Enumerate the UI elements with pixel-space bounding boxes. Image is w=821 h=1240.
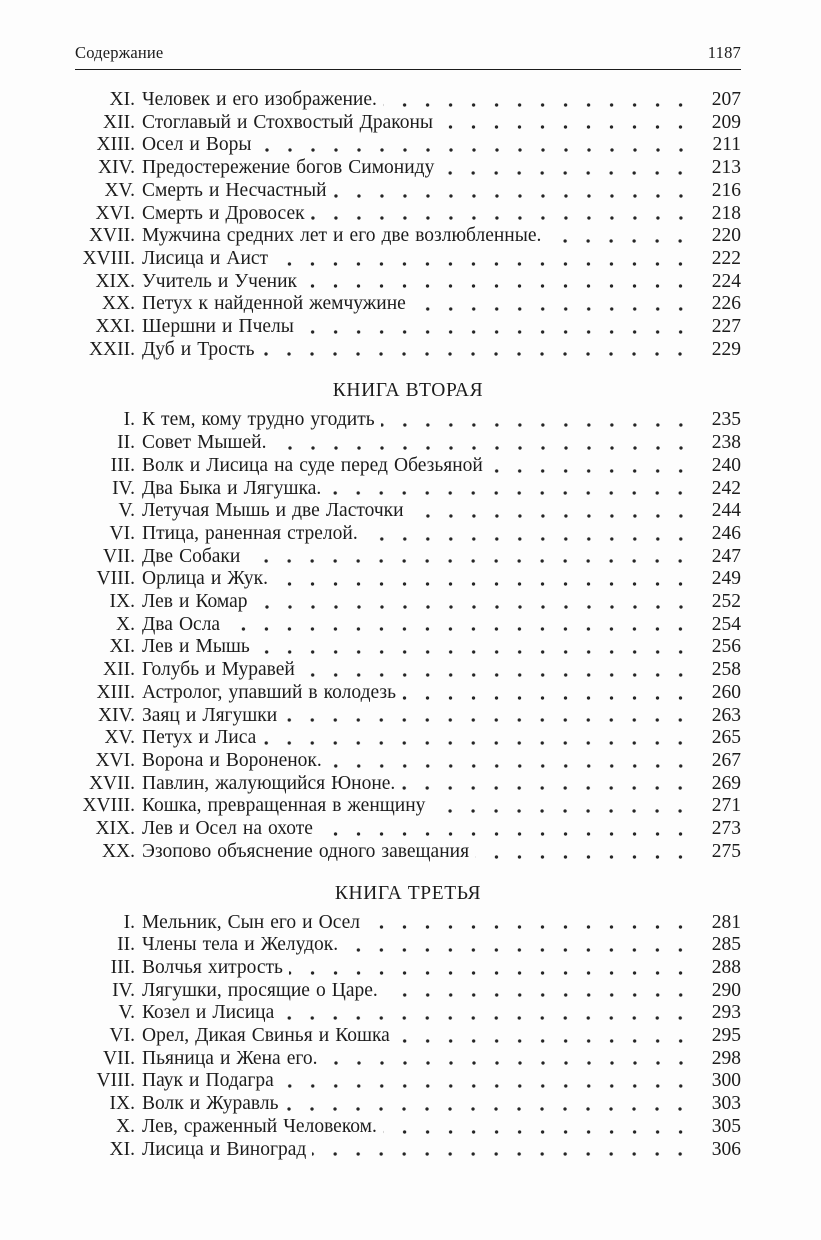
entry-title: Учитель и Ученик xyxy=(142,270,297,292)
entry-page-number: 211 xyxy=(712,134,741,156)
entry-numeral: IX. xyxy=(109,591,135,613)
entry-numeral: I. xyxy=(123,911,135,933)
entry-page-number: 285 xyxy=(711,934,741,956)
toc-entry xyxy=(75,339,741,362)
entry-page-number: 229 xyxy=(711,338,741,360)
entry-page-number: 271 xyxy=(711,795,741,817)
toc-list xyxy=(75,89,741,1161)
entry-numeral: VII. xyxy=(103,1047,135,1069)
toc-entry xyxy=(75,659,741,682)
entry-numeral: IX. xyxy=(109,1093,135,1115)
folio-page-number: 1187 xyxy=(707,43,741,62)
toc-entry xyxy=(75,818,741,841)
entry-numeral: VII. xyxy=(103,545,135,567)
entry-title: Астролог, упавший в колодезь xyxy=(142,681,396,703)
entry-page-number: 207 xyxy=(711,89,741,110)
dot-leader xyxy=(274,568,692,591)
dot-leader xyxy=(364,523,692,546)
entry-numeral: XXII. xyxy=(88,338,135,360)
dot-leader xyxy=(383,1116,692,1139)
entry-title: Мужчина средних лет и его две возлюбленные. xyxy=(142,225,542,247)
entry-title: Мельник, Сын его и Осел xyxy=(142,911,361,933)
entry-numeral: XII. xyxy=(103,111,135,133)
dot-leader xyxy=(280,1070,692,1093)
dot-leader xyxy=(246,546,692,569)
dot-leader xyxy=(254,591,692,614)
toc-entry xyxy=(75,934,741,957)
toc-entry xyxy=(75,271,741,294)
dot-leader xyxy=(547,225,692,248)
toc-entry xyxy=(75,500,741,523)
entry-title: Птица, раненная стрелой. xyxy=(142,522,358,544)
dot-leader xyxy=(319,818,692,841)
entry-page-number: 235 xyxy=(711,409,741,431)
entry-numeral: XVI. xyxy=(95,202,135,224)
entry-title: Орлица и Жук. xyxy=(142,568,268,590)
toc-entry xyxy=(75,1093,741,1116)
toc-entry xyxy=(75,841,741,864)
toc-entry xyxy=(75,1139,741,1162)
entry-numeral: XXI. xyxy=(95,316,135,338)
entry-title: Стоглавый и Стохвостый Драконы xyxy=(142,111,434,133)
entry-numeral: XIX. xyxy=(95,818,135,840)
entry-numeral: XII. xyxy=(103,659,135,681)
toc-entry xyxy=(75,180,741,203)
entry-page-number: 269 xyxy=(711,772,741,794)
entry-title: Члены тела и Желудок. xyxy=(142,934,339,956)
toc-entry xyxy=(75,1048,741,1071)
entry-page-number: 303 xyxy=(711,1093,741,1115)
entry-page-number: 216 xyxy=(711,179,741,201)
dot-leader xyxy=(226,614,692,637)
entry-title: Лев и Мышь xyxy=(142,636,250,658)
entry-page-number: 260 xyxy=(711,681,741,703)
dot-leader xyxy=(280,1002,692,1025)
entry-title: Предостережение богов Симониду xyxy=(142,157,435,179)
entry-numeral: XIV. xyxy=(97,704,135,726)
toc-entry xyxy=(75,912,741,935)
entry-title: Смерть и Дровосек xyxy=(142,202,305,224)
entry-title: Шершни и Пчелы xyxy=(142,316,294,338)
running-header xyxy=(75,44,741,62)
entry-page-number: 273 xyxy=(711,818,741,840)
dot-leader xyxy=(258,134,693,157)
entry-numeral: I. xyxy=(123,409,135,431)
entry-page-number: 305 xyxy=(711,1115,741,1137)
entry-page-number: 306 xyxy=(711,1138,741,1160)
dot-leader xyxy=(262,727,692,750)
entry-numeral: XVI. xyxy=(95,749,135,771)
entry-numeral: XV. xyxy=(104,727,135,749)
entry-title: Два Быка и Лягушка. xyxy=(142,477,322,499)
entry-numeral: II. xyxy=(117,934,135,956)
dot-leader xyxy=(284,1093,692,1116)
toc-entry xyxy=(75,293,741,316)
entry-page-number: 288 xyxy=(711,956,741,978)
dot-leader xyxy=(366,912,692,935)
toc-entry xyxy=(75,636,741,659)
dot-leader xyxy=(301,659,692,682)
dot-leader xyxy=(384,980,692,1003)
entry-numeral: XX. xyxy=(101,293,135,315)
entry-title: Козел и Лисица xyxy=(142,1002,275,1024)
toc-entry xyxy=(75,795,741,818)
entry-page-number: 224 xyxy=(711,270,741,292)
toc-entry xyxy=(75,157,741,180)
dot-leader xyxy=(344,934,692,957)
toc-entry xyxy=(75,316,741,339)
dot-leader xyxy=(324,1048,693,1071)
dot-leader xyxy=(256,636,692,659)
toc-entry xyxy=(75,409,741,432)
entry-page-number: 220 xyxy=(711,225,741,247)
entry-title: Смерть и Несчастный xyxy=(142,179,327,201)
toc-entry xyxy=(75,112,741,135)
entry-title: Лев и Комар xyxy=(142,591,248,613)
entry-page-number: 258 xyxy=(711,659,741,681)
entry-page-number: 240 xyxy=(711,454,741,476)
toc-entry xyxy=(75,432,741,455)
entry-numeral: VIII. xyxy=(96,1070,135,1092)
entry-page-number: 298 xyxy=(711,1047,741,1069)
entry-page-number: 293 xyxy=(711,1002,741,1024)
entry-title: Волк и Журавль xyxy=(142,1093,279,1115)
entry-title: Орел, Дикая Свинья и Кошка xyxy=(142,1025,390,1047)
entry-numeral: III. xyxy=(110,454,135,476)
dot-leader xyxy=(283,705,692,728)
toc-entry xyxy=(75,546,741,569)
dot-leader xyxy=(440,157,692,180)
dot-leader xyxy=(489,455,692,478)
dot-leader xyxy=(396,1025,692,1048)
toc-entry xyxy=(75,1025,741,1048)
entry-numeral: XI. xyxy=(109,1138,135,1160)
entry-numeral: III. xyxy=(110,956,135,978)
entry-numeral: XV. xyxy=(104,179,135,201)
entry-title: Лягушки, просящие о Царе. xyxy=(142,979,378,1001)
entry-numeral: IV. xyxy=(112,979,135,1001)
dot-leader xyxy=(300,316,692,339)
dot-leader xyxy=(274,248,692,271)
toc-entry xyxy=(75,682,741,705)
entry-numeral: XIII. xyxy=(96,681,135,703)
toc-entry xyxy=(75,478,741,501)
entry-page-number: 263 xyxy=(711,704,741,726)
entry-page-number: 267 xyxy=(711,749,741,771)
entry-numeral: XI. xyxy=(109,636,135,658)
dot-leader xyxy=(312,1139,692,1162)
entry-title: Ворона и Вороненок. xyxy=(142,749,322,771)
dot-leader xyxy=(333,180,692,203)
entry-title: Пьяница и Жена его. xyxy=(142,1047,318,1069)
entry-numeral: V. xyxy=(118,1002,135,1024)
toc-entry xyxy=(75,134,741,157)
toc-entry xyxy=(75,1002,741,1025)
toc-entry xyxy=(75,773,741,796)
entry-numeral: XIII. xyxy=(96,134,135,156)
entry-numeral: XVIII. xyxy=(82,247,135,269)
toc-entry xyxy=(75,727,741,750)
entry-numeral: XVII. xyxy=(88,772,135,794)
entry-page-number: 275 xyxy=(711,840,741,862)
toc-entry xyxy=(75,705,741,728)
entry-title: Дуб и Трость xyxy=(142,338,255,360)
entry-numeral: VI. xyxy=(109,522,135,544)
entry-page-number: 218 xyxy=(711,202,741,224)
entry-page-number: 242 xyxy=(711,477,741,499)
entry-page-number: 247 xyxy=(711,545,741,567)
entry-numeral: XX. xyxy=(101,840,135,862)
entry-title: Лев и Осел на охоте xyxy=(142,818,313,840)
dot-leader xyxy=(431,795,692,818)
entry-page-number: 290 xyxy=(711,979,741,1001)
entry-numeral: XVII. xyxy=(88,225,135,247)
entry-title: Человек и его изображение. xyxy=(142,89,377,110)
entry-page-number: 254 xyxy=(711,613,741,635)
entry-numeral: XI. xyxy=(109,89,135,110)
entry-page-number: 213 xyxy=(711,157,741,179)
toc-entry xyxy=(75,957,741,980)
dot-leader xyxy=(303,271,692,294)
entry-page-number: 244 xyxy=(711,500,741,522)
book-heading: КНИГА ТРЕТЬЯ xyxy=(334,882,482,904)
entry-title: Два Осла xyxy=(142,613,221,635)
entry-title: Лев, сраженный Человеком. xyxy=(142,1115,377,1137)
dot-leader xyxy=(402,682,692,705)
entry-numeral: VIII. xyxy=(96,568,135,590)
entry-title: Эзопово объяснение одного завещания xyxy=(142,840,470,862)
entry-title: Волк и Лисица на суде перед Обезьяной xyxy=(142,454,483,476)
entry-title: Заяц и Лягушки xyxy=(142,704,278,726)
toc-entry xyxy=(75,750,741,773)
entry-numeral: VI. xyxy=(109,1025,135,1047)
entry-title: Паук и Подагра xyxy=(142,1070,274,1092)
entry-title: Кошка, превращенная в женщину xyxy=(142,795,426,817)
entry-title: Совет Мышей. xyxy=(142,432,267,454)
dot-leader xyxy=(327,478,692,501)
entry-title: Лисица и Аист xyxy=(142,247,269,269)
dot-leader xyxy=(273,432,693,455)
entry-page-number: 227 xyxy=(711,316,741,338)
toc-entry xyxy=(75,568,741,591)
entry-page-number: 238 xyxy=(711,432,741,454)
header-rule xyxy=(75,69,741,70)
toc-entry xyxy=(75,591,741,614)
toc-entry xyxy=(75,1116,741,1139)
entry-page-number: 300 xyxy=(711,1070,741,1092)
entry-title: Лисица и Виноград xyxy=(142,1138,307,1160)
toc-entry xyxy=(75,980,741,1003)
dot-leader xyxy=(412,293,692,316)
toc-entry xyxy=(75,1070,741,1093)
entry-title: Петух и Лиса xyxy=(142,727,257,749)
dot-leader xyxy=(475,841,692,864)
toc-entry xyxy=(75,89,741,112)
entry-numeral: IV. xyxy=(112,477,135,499)
toc-entry xyxy=(75,614,741,637)
dot-leader xyxy=(383,89,692,112)
entry-page-number: 256 xyxy=(711,636,741,658)
entry-numeral: X. xyxy=(116,1115,135,1137)
entry-title: Волчья хитрость xyxy=(142,956,283,978)
entry-title: Голубь и Муравей xyxy=(142,659,295,681)
dot-leader xyxy=(401,773,692,796)
entry-title: Осел и Воры xyxy=(142,134,252,156)
entry-page-number: 226 xyxy=(711,293,741,315)
entry-page-number: 222 xyxy=(711,247,741,269)
entry-title: Летучая Мышь и две Ласточки xyxy=(142,500,404,522)
dot-leader xyxy=(328,750,692,773)
entry-numeral: XIX. xyxy=(95,270,135,292)
entry-numeral: II. xyxy=(117,432,135,454)
toc-entry xyxy=(75,225,741,248)
entry-page-number: 265 xyxy=(711,727,741,749)
entry-page-number: 209 xyxy=(711,111,741,133)
entry-numeral: V. xyxy=(118,500,135,522)
entry-title: Петух к найденной жемчужине xyxy=(142,293,406,315)
toc-entry xyxy=(75,203,741,226)
entry-numeral: X. xyxy=(116,613,135,635)
dot-leader xyxy=(381,409,692,432)
entry-numeral: XVIII. xyxy=(82,795,135,817)
entry-title: Павлин, жалующийся Юноне. xyxy=(142,772,396,794)
dot-leader xyxy=(289,957,692,980)
dot-leader xyxy=(439,112,692,135)
entry-page-number: 295 xyxy=(711,1025,741,1047)
dot-leader xyxy=(311,203,692,226)
toc-entry xyxy=(75,455,741,478)
entry-title: Две Собаки xyxy=(142,545,241,567)
entry-page-number: 281 xyxy=(711,911,741,933)
entry-page-number: 246 xyxy=(711,522,741,544)
entry-page-number: 249 xyxy=(711,568,741,590)
toc-entry xyxy=(75,523,741,546)
dot-leader xyxy=(410,500,692,523)
entry-numeral: XIV. xyxy=(97,157,135,179)
entry-title: К тем, кому трудно угодить xyxy=(142,409,375,431)
running-title: Содержание xyxy=(75,43,164,62)
book-heading: КНИГА ВТОРАЯ xyxy=(332,380,484,402)
dot-leader xyxy=(260,339,692,362)
entry-page-number: 252 xyxy=(711,591,741,613)
toc-entry xyxy=(75,248,741,271)
